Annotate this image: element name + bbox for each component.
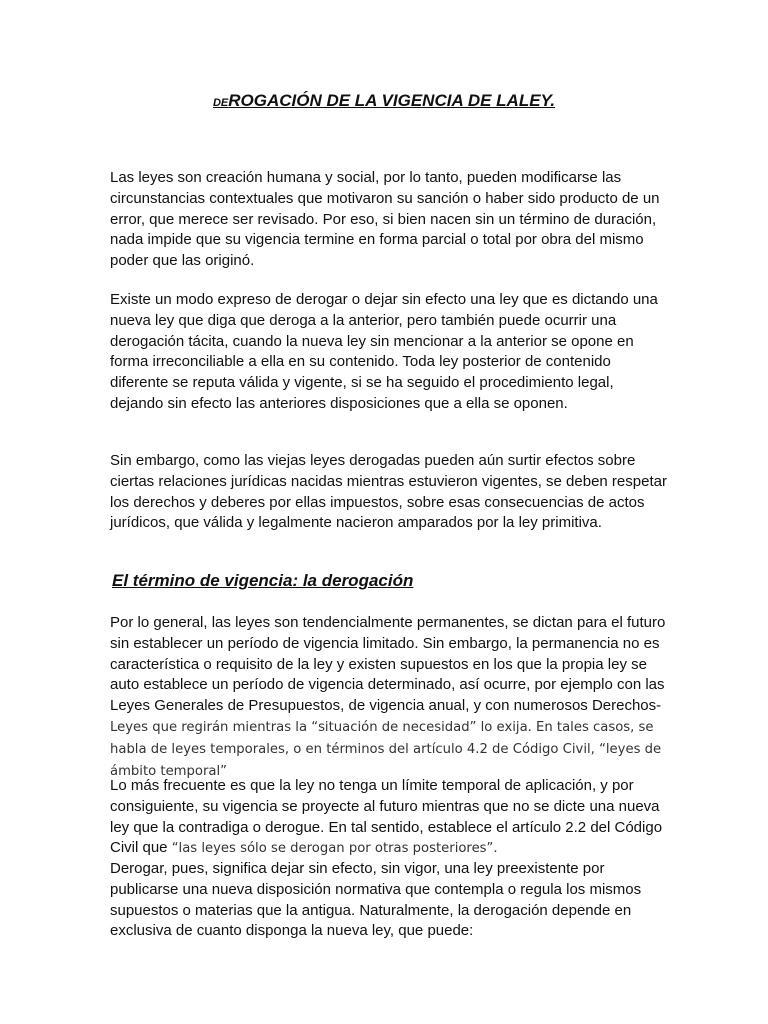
paragraph-4 bbox=[110, 613, 670, 782]
document-title bbox=[0, 91, 768, 111]
title-prefix: DE bbox=[212, 97, 229, 109]
paragraph-4-main: Por lo general, las leyes son tendencialmente permanentes, se dictan para el futuro sin establecer un período de vigencia limitado. Sin embargo, la permanencia no es característica o requisito de la ley y existen supuestos en los que la propia ley se auto establece un período de vigencia determinado, así ocurre, por ejemplo con las Leyes Generales de Presupuestos, de vigencia anual, y con numerosos Derechos- bbox=[110, 614, 666, 715]
paragraph-5-alt: “las leyes sólo se derogan por otras posteriores”. bbox=[171, 841, 498, 857]
paragraph-4-alt: Leyes que regirán mientras la “situación de necesidad” lo exija. En tales casos, se habla de leyes temporales, o en términos del artículo 4.2 de Código Civil, “leyes de ámbito temporal” bbox=[110, 719, 662, 779]
paragraph-1: Las leyes son creación humana y social, por lo tanto, pueden modificarse las circunstancias contextuales que motivaron su sanción o haber sido producto de un error, que merece ser revisado. Por eso, si bien nacen sin un término de duración, nada impide que su vigencia termine en forma parcial o total por obra del mismo poder que las originó. bbox=[110, 169, 660, 270]
paragraph-5 bbox=[110, 776, 670, 860]
paragraph-2: Existe un modo expreso de derogar o dejar sin efecto una ley que es dictando una nueva ley que diga que deroga a la anterior, pero también puede ocurrir una derogación tácita, cuando la nueva ley sin mencionar a la anterior se opone en forma irreconciliable a ella en su contenido. Toda ley posterior de contenido diferente se reputa válida y vigente, si se ha seguido el procedimiento legal, dejando sin efecto las anteriores disposiciones que a ella se oponen. bbox=[110, 291, 658, 412]
paragraph-3: Sin embargo, como las viejas leyes derogadas pueden aún surtir efectos sobre ciertas relaciones jurídicas nacidas mientras estuvieron vigentes, se deben respetar los derechos y deberes por ellas impuestos, sobre esas consecuencias de actos jurídicos, que válida y legalmente nacieron amparados por la ley primitiva. bbox=[110, 452, 667, 532]
title-rest: ROGACIÓN DE LA VIGENCIA DE LALEY. bbox=[228, 91, 556, 110]
section-subtitle: El término de vigencia: la derogación bbox=[112, 571, 414, 590]
paragraph-5-main: Lo más frecuente es que la ley no tenga un límite temporal de aplicación, y por consiguiente, su vigencia se proyecte al futuro mientras que no se dicte una nueva ley que la contradiga o derogue. En tal sentido, establece el artículo 2.2 del Código Civil que bbox=[110, 777, 663, 857]
paragraph-6: Derogar, pues, significa dejar sin efecto, sin vigor, una ley preexistente por publicarse una nueva disposición normativa que contempla o regula los mismos supuestos o materias que la antigua. Naturalmente, la derogación depende en exclusiva de cuanto disponga la nueva ley, que puede: bbox=[110, 860, 642, 940]
